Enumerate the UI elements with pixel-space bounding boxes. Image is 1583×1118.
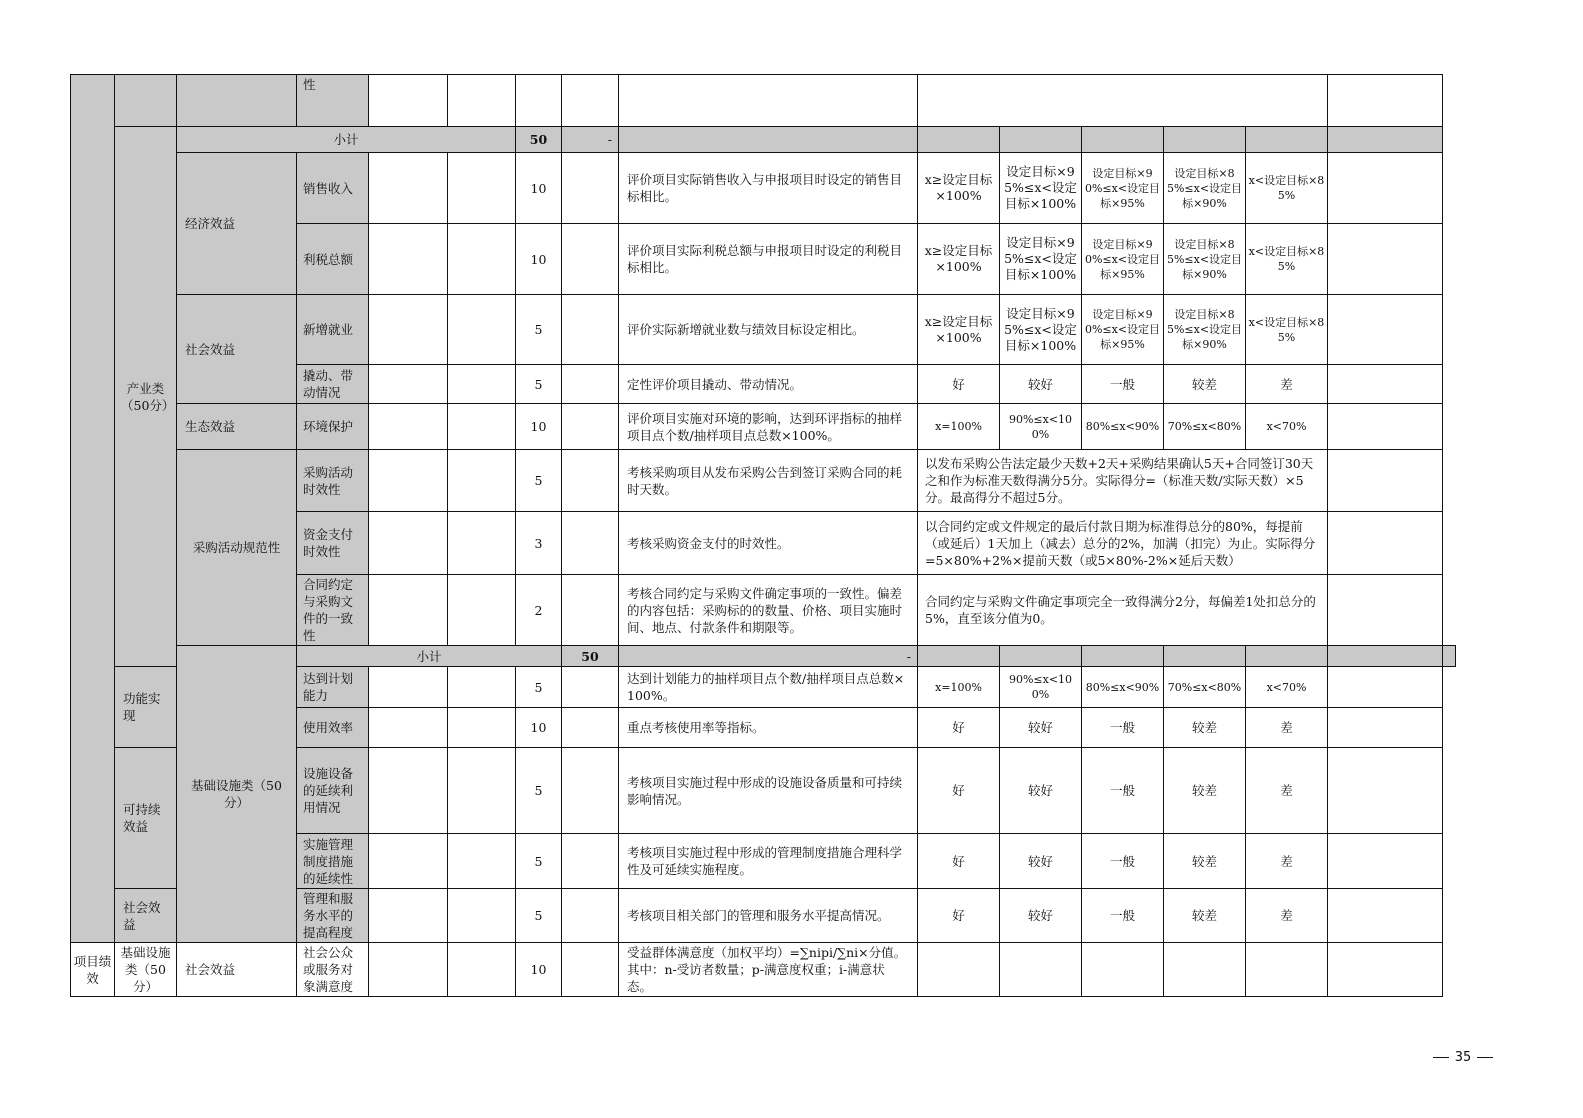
grade-average: 一般 — [1082, 748, 1164, 834]
score-cell: 5 — [516, 365, 562, 404]
empty-cell — [448, 943, 516, 997]
remark-cell — [1328, 834, 1443, 889]
grade-good: 较好 — [1000, 365, 1082, 404]
empty-cell — [562, 512, 619, 575]
empty-cell — [562, 834, 619, 889]
grade-good: 设定目标×95%≤x<设定目标×100% — [1000, 153, 1082, 224]
grade-poor — [1164, 943, 1246, 997]
grade-average: 一般 — [1082, 708, 1164, 748]
grade-good: 较好 — [1000, 708, 1082, 748]
empty-cell — [369, 224, 448, 295]
level1-indicator: 项目绩效 — [71, 943, 115, 997]
description-cell: 考核采购资金支付的时效性。 — [619, 512, 918, 575]
remark-cell — [1328, 153, 1443, 224]
grade-good: 设定目标×95%≤x<设定目标×100% — [1000, 224, 1082, 295]
empty-cell — [448, 450, 516, 512]
score-cell: 10 — [516, 708, 562, 748]
grade-excellent: x≥设定目标×100% — [918, 153, 1000, 224]
indicator-name: 合同约定与采购文件的一致性 — [297, 575, 369, 646]
remark-cell — [1328, 295, 1443, 365]
subtotal-dash: - — [562, 127, 619, 153]
description-cell: 考核合同约定与采购文件确定事项的一致性。偏差的内容包括：采购标的的数量、价格、项目实施时间、地点、付款条件和期限等。 — [619, 575, 918, 646]
empty-cell — [448, 512, 516, 575]
gray-cell — [1164, 646, 1246, 667]
description-cell: 考核项目实施过程中形成的管理制度措施合理科学性及可延续实施程度。 — [619, 834, 918, 889]
grade-bad: 差 — [1246, 708, 1328, 748]
empty-cell — [369, 575, 448, 646]
empty-cell — [562, 667, 619, 708]
grade-poor: 较差 — [1164, 748, 1246, 834]
empty-cell — [369, 75, 448, 127]
grade-excellent: x≥设定目标×100% — [918, 224, 1000, 295]
grade-poor: 较差 — [1164, 889, 1246, 943]
empty-cell — [448, 75, 516, 127]
empty-cell — [562, 365, 619, 404]
empty-cell — [369, 512, 448, 575]
grading-cell — [918, 75, 1328, 127]
score-cell: 5 — [516, 667, 562, 708]
empty-cell — [562, 889, 619, 943]
empty-cell — [448, 708, 516, 748]
description-cell: 评价项目实际销售收入与申报项目时设定的销售目标相比。 — [619, 153, 918, 224]
gray-cell — [1164, 127, 1246, 153]
indicator-name: 新增就业 — [297, 295, 369, 365]
score-cell: 5 — [516, 450, 562, 512]
score-cell — [516, 75, 562, 127]
scoring-rule: 合同约定与采购文件确定事项完全一致得满分2分，每偏差1处扣总分的5%，直至该分值为0。 — [918, 575, 1328, 646]
grade-bad: x<设定目标×85% — [1246, 153, 1328, 224]
table-row — [71, 153, 1456, 224]
score-cell: 2 — [516, 575, 562, 646]
table-row — [71, 404, 1456, 450]
grade-good: 较好 — [1000, 834, 1082, 889]
empty-cell — [562, 224, 619, 295]
score-cell: 10 — [516, 943, 562, 997]
grade-good: 90%≤x<100% — [1000, 667, 1082, 708]
grade-poor: 较差 — [1164, 708, 1246, 748]
category-cell — [115, 75, 177, 127]
empty-cell — [562, 404, 619, 450]
dash-right — [1477, 1057, 1493, 1058]
grade-average: 80%≤x<90% — [1082, 667, 1164, 708]
subtotal-row — [71, 127, 1456, 153]
indicator-name: 环境保护 — [297, 404, 369, 450]
grade-bad: 差 — [1246, 889, 1328, 943]
grade-poor: 设定目标×85%≤x<设定目标×90% — [1164, 295, 1246, 365]
indicator-name: 设施设备的延续利用情况 — [297, 748, 369, 834]
gray-cell — [1443, 646, 1456, 667]
grade-bad: x<设定目标×85% — [1246, 224, 1328, 295]
indicator-name: 撬动、带动情况 — [297, 365, 369, 404]
empty-cell — [562, 153, 619, 224]
scoring-rule: 以发布采购公告法定最少天数+2天+采购结果确认5天+合同签订30天之和作为标准天数得满分5分。实际得分=（标准天数/实际天数）×5分。最高得分不超过5分。 — [918, 450, 1328, 512]
empty-cell — [448, 224, 516, 295]
gray-cell — [619, 127, 918, 153]
indicator-name: 销售收入 — [297, 153, 369, 224]
remark-cell — [1328, 75, 1443, 127]
grade-poor: 设定目标×85%≤x<设定目标×90% — [1164, 224, 1246, 295]
description-cell: 评价实际新增就业数与绩效目标设定相比。 — [619, 295, 918, 365]
grade-excellent: 好 — [918, 748, 1000, 834]
empty-cell — [562, 943, 619, 997]
empty-cell — [562, 708, 619, 748]
remark-cell — [1328, 404, 1443, 450]
gray-cell — [1082, 127, 1164, 153]
grade-poor: 设定目标×85%≤x<设定目标×90% — [1164, 153, 1246, 224]
grade-average: 设定目标×90%≤x<设定目标×95% — [1082, 153, 1164, 224]
score-cell: 5 — [516, 834, 562, 889]
category-infrastructure: 基础设施类（50分） — [177, 646, 297, 943]
remark-cell — [1328, 667, 1443, 708]
empty-cell — [562, 75, 619, 127]
grade-excellent: x=100% — [918, 404, 1000, 450]
secondary-indicator: 经济效益 — [177, 153, 297, 295]
score-cell: 5 — [516, 889, 562, 943]
empty-cell — [369, 153, 448, 224]
grade-bad: x<70% — [1246, 667, 1328, 708]
table-row — [71, 943, 1456, 997]
gray-cell — [1082, 646, 1164, 667]
table-row — [71, 295, 1456, 365]
page-number-text: 35 — [1454, 1050, 1472, 1065]
indicator-name: 利税总额 — [297, 224, 369, 295]
grade-bad — [1246, 943, 1328, 997]
grade-good: 90%≤x<100% — [1000, 404, 1082, 450]
grade-excellent — [918, 943, 1000, 997]
subtotal-row — [71, 646, 1456, 667]
description-cell: 定性评价项目撬动、带动情况。 — [619, 365, 918, 404]
gray-cell — [1328, 127, 1443, 153]
grade-excellent: x=100% — [918, 667, 1000, 708]
empty-cell — [369, 708, 448, 748]
secondary-indicator: 社会效益 — [177, 943, 297, 997]
empty-cell — [448, 889, 516, 943]
empty-cell — [448, 365, 516, 404]
empty-cell — [448, 667, 516, 708]
grade-good: 设定目标×95%≤x<设定目标×100% — [1000, 295, 1082, 365]
grade-bad: 差 — [1246, 748, 1328, 834]
score-cell: 10 — [516, 224, 562, 295]
empty-cell — [369, 404, 448, 450]
empty-cell — [369, 450, 448, 512]
grade-bad: 差 — [1246, 834, 1328, 889]
indicator-name: 社会公众或服务对象满意度 — [297, 943, 369, 997]
secondary-indicator: 生态效益 — [177, 404, 297, 450]
remark-cell — [1328, 708, 1443, 748]
secondary-indicator: 社会效益 — [177, 295, 297, 404]
score-cell: 10 — [516, 404, 562, 450]
indicator-name: 使用效率 — [297, 708, 369, 748]
gray-cell — [1246, 646, 1328, 667]
grade-poor: 较差 — [1164, 365, 1246, 404]
empty-cell — [369, 295, 448, 365]
score-cell: 3 — [516, 512, 562, 575]
gray-cell — [1328, 646, 1443, 667]
performance-evaluation-table — [70, 74, 1456, 997]
subtotal-label: 小计 — [177, 127, 516, 153]
gray-cell — [918, 127, 1000, 153]
empty-cell — [448, 404, 516, 450]
grade-bad: x<70% — [1246, 404, 1328, 450]
grade-bad: 差 — [1246, 365, 1328, 404]
empty-cell — [448, 153, 516, 224]
subtotal-score: 50 — [562, 646, 619, 667]
grade-average — [1082, 943, 1164, 997]
grade-excellent: 好 — [918, 708, 1000, 748]
remark-cell — [1328, 575, 1443, 646]
indicator-name: 实施管理制度措施的延续性 — [297, 834, 369, 889]
grade-good: 较好 — [1000, 889, 1082, 943]
grade-average: 一般 — [1082, 889, 1164, 943]
secondary-indicator: 社会效益 — [115, 889, 177, 943]
grade-average: 一般 — [1082, 365, 1164, 404]
empty-cell — [369, 889, 448, 943]
level1-cell — [71, 75, 115, 943]
description-cell: 考核项目实施过程中形成的设施设备质量和可持续影响情况。 — [619, 748, 918, 834]
grade-excellent: 好 — [918, 365, 1000, 404]
empty-cell — [562, 450, 619, 512]
remark-cell — [1328, 365, 1443, 404]
indicator-name: 资金支付时效性 — [297, 512, 369, 575]
description-cell — [619, 75, 918, 127]
empty-cell — [562, 748, 619, 834]
category-infrastructure: 基础设施类（50分） — [115, 943, 177, 997]
description-cell: 重点考核使用率等指标。 — [619, 708, 918, 748]
dash-left — [1433, 1057, 1449, 1058]
description-cell: 考核采购项目从发布采购公告到签订采购合同的耗时天数。 — [619, 450, 918, 512]
score-cell: 10 — [516, 153, 562, 224]
table-row — [71, 450, 1456, 512]
indicator-name: 采购活动时效性 — [297, 450, 369, 512]
grade-average: 80%≤x<90% — [1082, 404, 1164, 450]
description-cell: 考核项目相关部门的管理和服务水平提高情况。 — [619, 889, 918, 943]
grade-excellent: 好 — [918, 834, 1000, 889]
gray-cell — [918, 646, 1000, 667]
grade-excellent: 好 — [918, 889, 1000, 943]
subtotal-dash: - — [619, 646, 918, 667]
remark-cell — [1328, 943, 1443, 997]
grade-average: 设定目标×90%≤x<设定目标×95% — [1082, 224, 1164, 295]
description-cell: 评价项目实际利税总额与申报项目时设定的利税目标相比。 — [619, 224, 918, 295]
subtotal-score: 50 — [516, 127, 562, 153]
description-cell: 评价项目实施对环境的影响，达到环评指标的抽样项目点个数/抽样项目点总数×100%。 — [619, 404, 918, 450]
remark-cell — [1328, 889, 1443, 943]
grade-good: 较好 — [1000, 748, 1082, 834]
empty-cell — [562, 295, 619, 365]
remark-cell — [1328, 224, 1443, 295]
grade-bad: x<设定目标×85% — [1246, 295, 1328, 365]
empty-cell — [369, 748, 448, 834]
level3-cell — [177, 75, 297, 127]
grade-poor: 70%≤x<80% — [1164, 667, 1246, 708]
empty-cell — [369, 834, 448, 889]
empty-cell — [562, 575, 619, 646]
empty-cell — [448, 575, 516, 646]
grade-excellent: x≥设定目标×100% — [918, 295, 1000, 365]
remark-cell — [1328, 748, 1443, 834]
page-number — [1428, 1050, 1498, 1065]
indicator-name: 性 — [297, 75, 369, 127]
gray-cell — [1246, 127, 1328, 153]
empty-cell — [448, 748, 516, 834]
description-cell: 达到计划能力的抽样项目点个数/抽样项目点总数×100%。 — [619, 667, 918, 708]
score-cell: 5 — [516, 748, 562, 834]
empty-cell — [369, 365, 448, 404]
grade-average: 一般 — [1082, 834, 1164, 889]
grade-average: 设定目标×90%≤x<设定目标×95% — [1082, 295, 1164, 365]
indicator-name: 达到计划能力 — [297, 667, 369, 708]
secondary-indicator: 采购活动规范性 — [177, 450, 297, 646]
grade-good — [1000, 943, 1082, 997]
category-industry: 产业类（50分） — [115, 127, 177, 667]
secondary-indicator: 可持续效益 — [115, 748, 177, 889]
empty-cell — [369, 667, 448, 708]
secondary-indicator: 功能实现 — [115, 667, 177, 748]
grade-poor: 70%≤x<80% — [1164, 404, 1246, 450]
empty-cell — [448, 295, 516, 365]
table-row — [71, 75, 1456, 127]
score-cell: 5 — [516, 295, 562, 365]
gray-cell — [1000, 646, 1082, 667]
grade-poor: 较差 — [1164, 834, 1246, 889]
scoring-rule: 以合同约定或文件规定的最后付款日期为标准得总分的80%，每提前（或延后）1天加上（减去）总分的2%，加满（扣完）为止。实际得分=5×80%+2%×提前天数（或5×80%-2%×延后天数） — [918, 512, 1328, 575]
empty-cell — [369, 943, 448, 997]
remark-cell — [1328, 450, 1443, 512]
remark-cell — [1328, 512, 1443, 575]
gray-cell — [1000, 127, 1082, 153]
subtotal-label: 小计 — [297, 646, 562, 667]
empty-cell — [448, 834, 516, 889]
description-cell: 受益群体满意度（加权平均）=∑nipi/∑ni×分值。其中：n-受访者数量；p-满意度权重；i-满意状态。 — [619, 943, 918, 997]
indicator-name: 管理和服务水平的提高程度 — [297, 889, 369, 943]
